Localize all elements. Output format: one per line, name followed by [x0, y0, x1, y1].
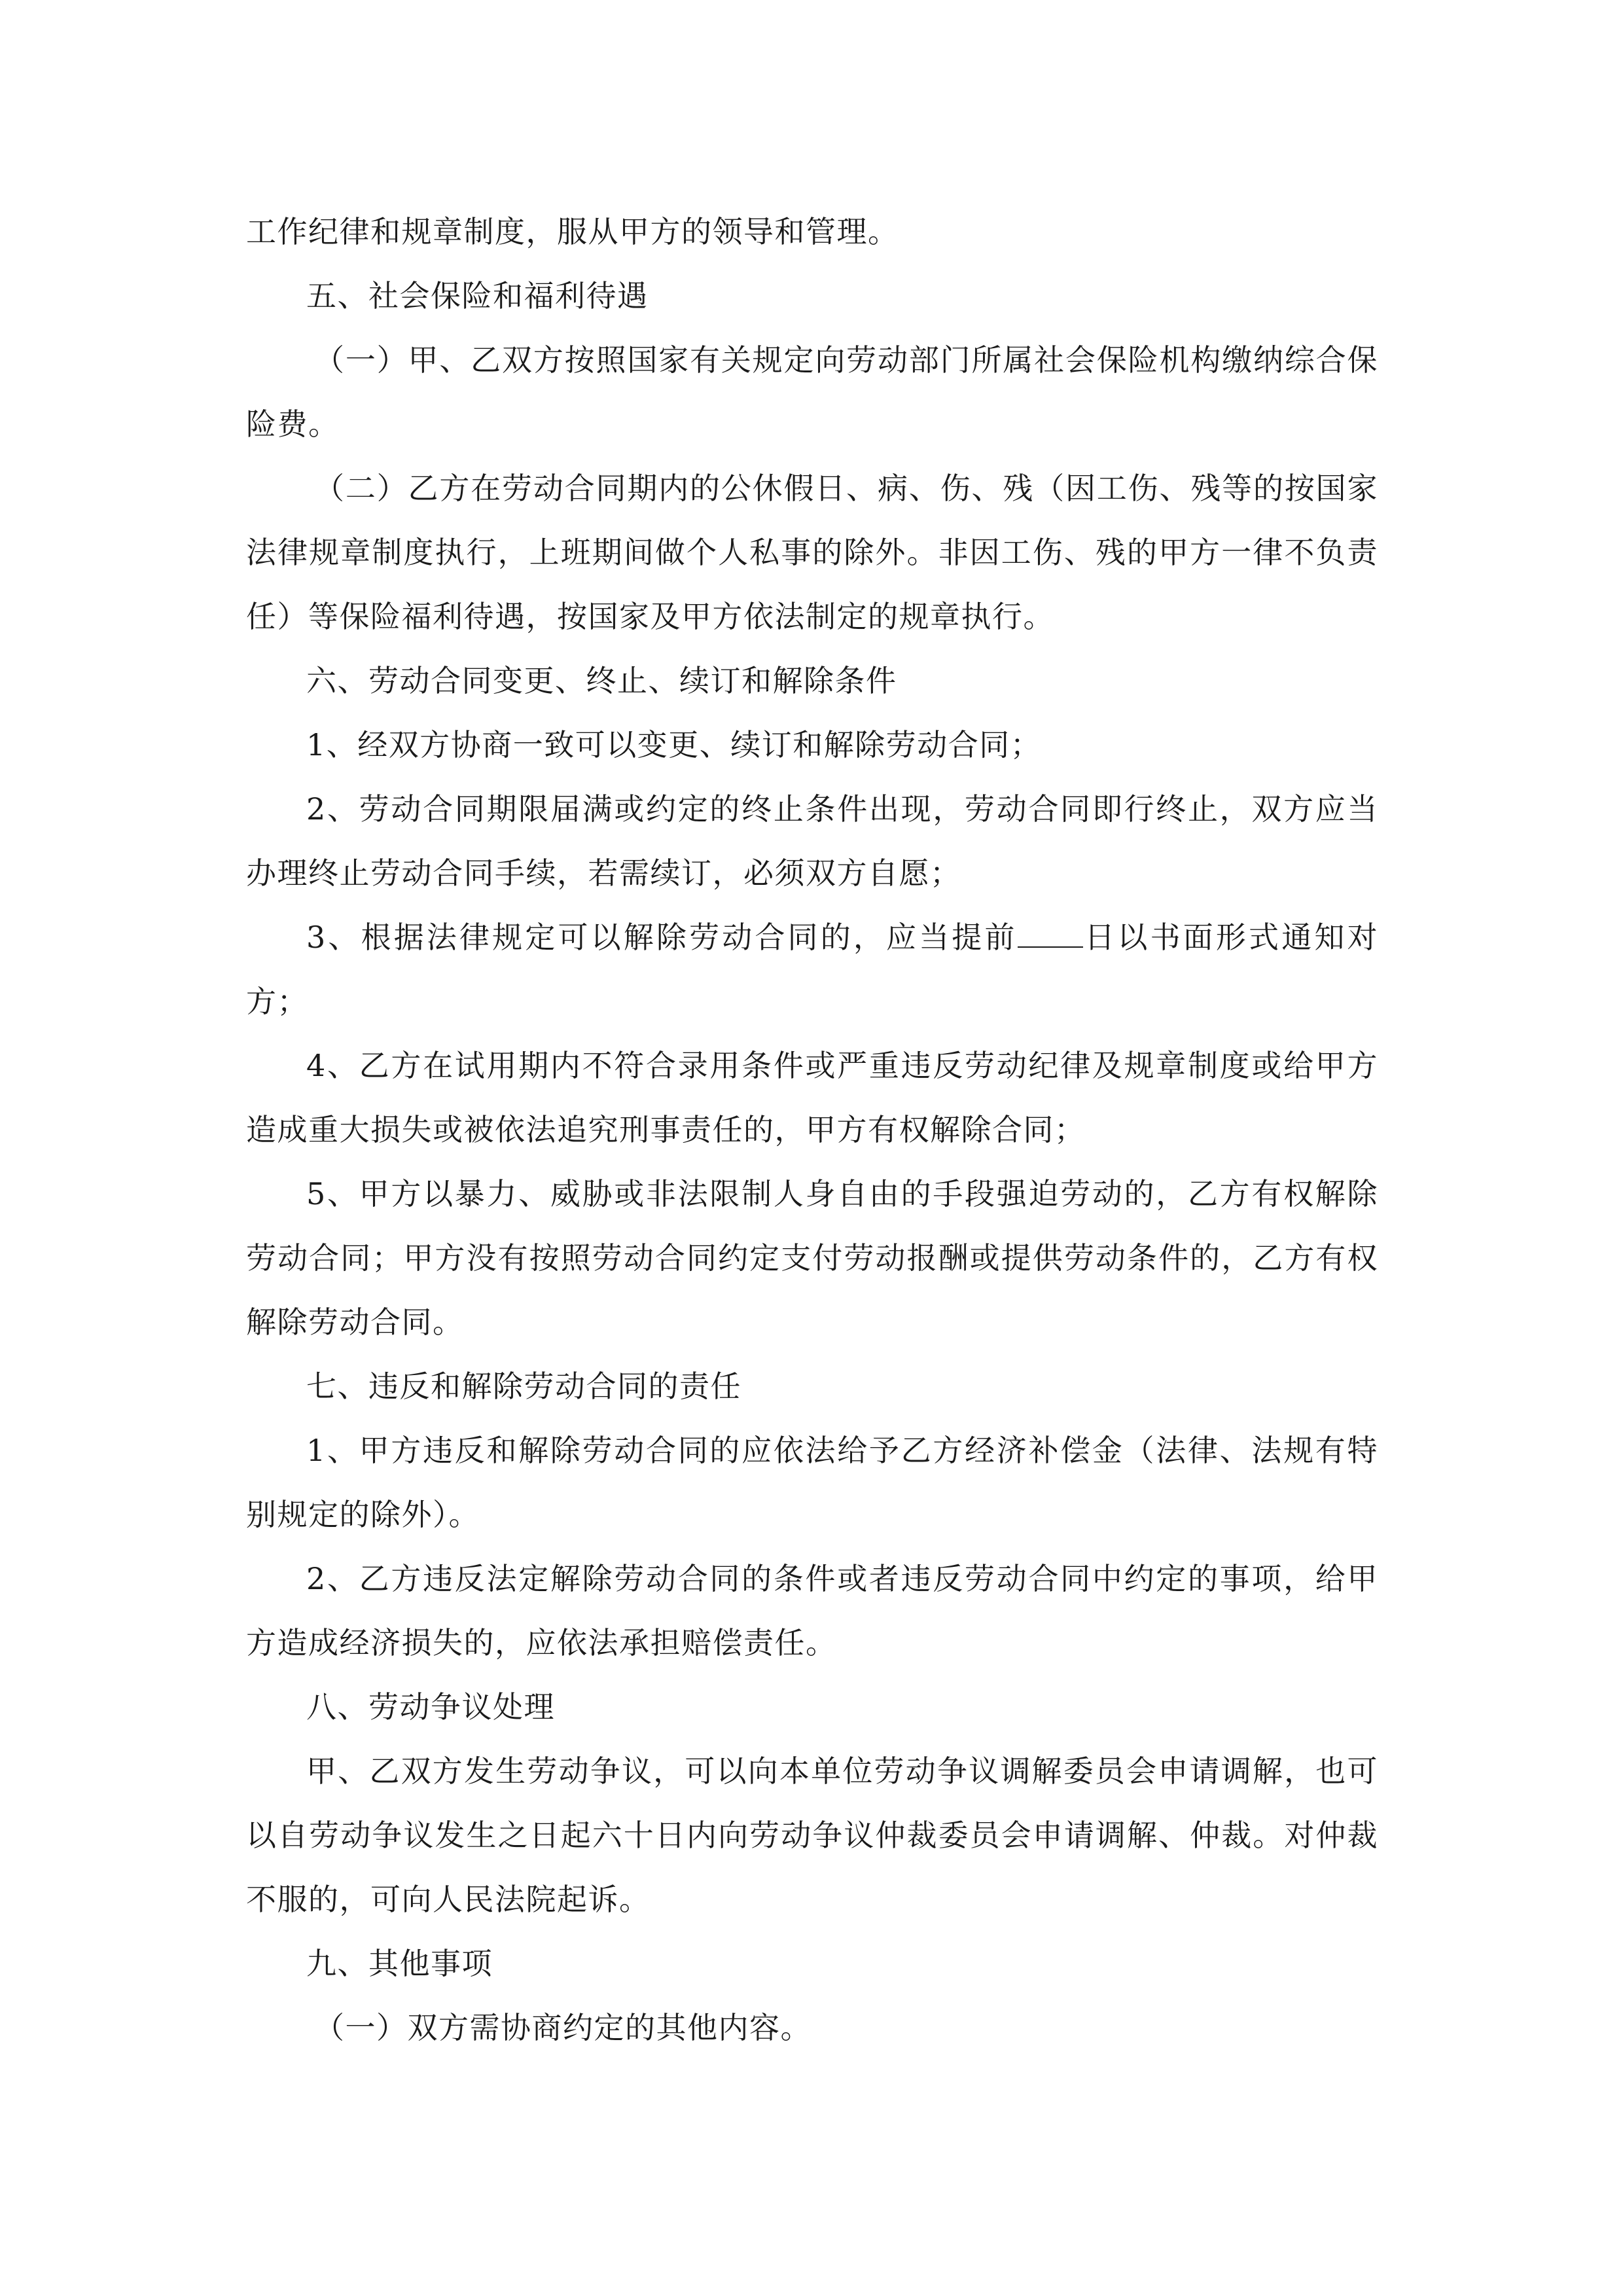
- paragraph-continuation: 工作纪律和规章制度，服从甲方的领导和管理。: [246, 214, 899, 249]
- clause-7-2: 2、乙方违反法定解除劳动合同的条件或者违反劳动合同中约定的事项，给甲方造成经济损失的，应依法承担赔偿责任。: [246, 1561, 1378, 1660]
- clause-6-2: 2、劳动合同期限届满或约定的终止条件出现，劳动合同即行终止，双方应当办理终止劳动合同手续，若需续订，必须双方自愿；: [246, 791, 1378, 891]
- clause-6-5: 5、甲方以暴力、威胁或非法限制人身自由的手段强迫劳动的，乙方有权解除劳动合同；甲方没有按照劳动合同约定支付劳动报酬或提供劳动条件的，乙方有权解除劳动合同。: [246, 1176, 1378, 1340]
- section-heading-6: 六、劳动合同变更、终止、续订和解除条件: [306, 663, 897, 698]
- clause-5-2: （二）乙方在劳动合同期内的公休假日、病、伤、残（因工伤、残等的按国家法律规章制度执行，上班期间做个人私事的除外。非因工伤、残的甲方一律不负责任）等保险福利待遇，按国家及甲方依法制定的规章执行。: [246, 471, 1378, 634]
- section-heading-7: 七、违反和解除劳动合同的责任: [306, 1369, 741, 1404]
- clause-7-1: 1、甲方违反和解除劳动合同的应依法给予乙方经济补偿金（法律、法规有特别规定的除外）。: [246, 1433, 1378, 1532]
- section-heading-5: 五、社会保险和福利待遇: [306, 278, 649, 314]
- clause-6-3-text-a: 3、根据法律规定可以解除劳动合同的，应当提前: [306, 920, 1018, 955]
- clause-6-3: [246, 905, 1378, 1033]
- clause-6-1: 1、经双方协商一致可以变更、续订和解除劳动合同；: [306, 727, 1042, 762]
- clause-6-3-text-b: 日以书面形式通知对方；: [246, 920, 1378, 1019]
- clause-5-1: （一）甲、乙双方按照国家有关规定向劳动部门所属社会保险机构缴纳综合保险费。: [246, 342, 1378, 442]
- document-body: [246, 200, 1378, 2060]
- clause-8-1: 甲、乙双方发生劳动争议，可以向本单位劳动争议调解委员会申请调解，也可以自劳动争议发生之日起六十日内向劳动争议仲裁委员会申请调解、仲裁。对仲裁不服的，可向人民法院起诉。: [246, 1753, 1378, 1917]
- section-heading-9: 九、其他事项: [306, 1946, 493, 1981]
- clause-9-1: （一）双方需协商约定的其他内容。: [314, 2010, 812, 2045]
- fill-in-blank[interactable]: [1018, 920, 1083, 948]
- section-heading-8: 八、劳动争议处理: [306, 1689, 555, 1725]
- clause-6-4: 4、乙方在试用期内不符合录用条件或严重违反劳动纪律及规章制度或给甲方造成重大损失或被依法追究刑事责任的，甲方有权解除合同；: [246, 1048, 1378, 1147]
